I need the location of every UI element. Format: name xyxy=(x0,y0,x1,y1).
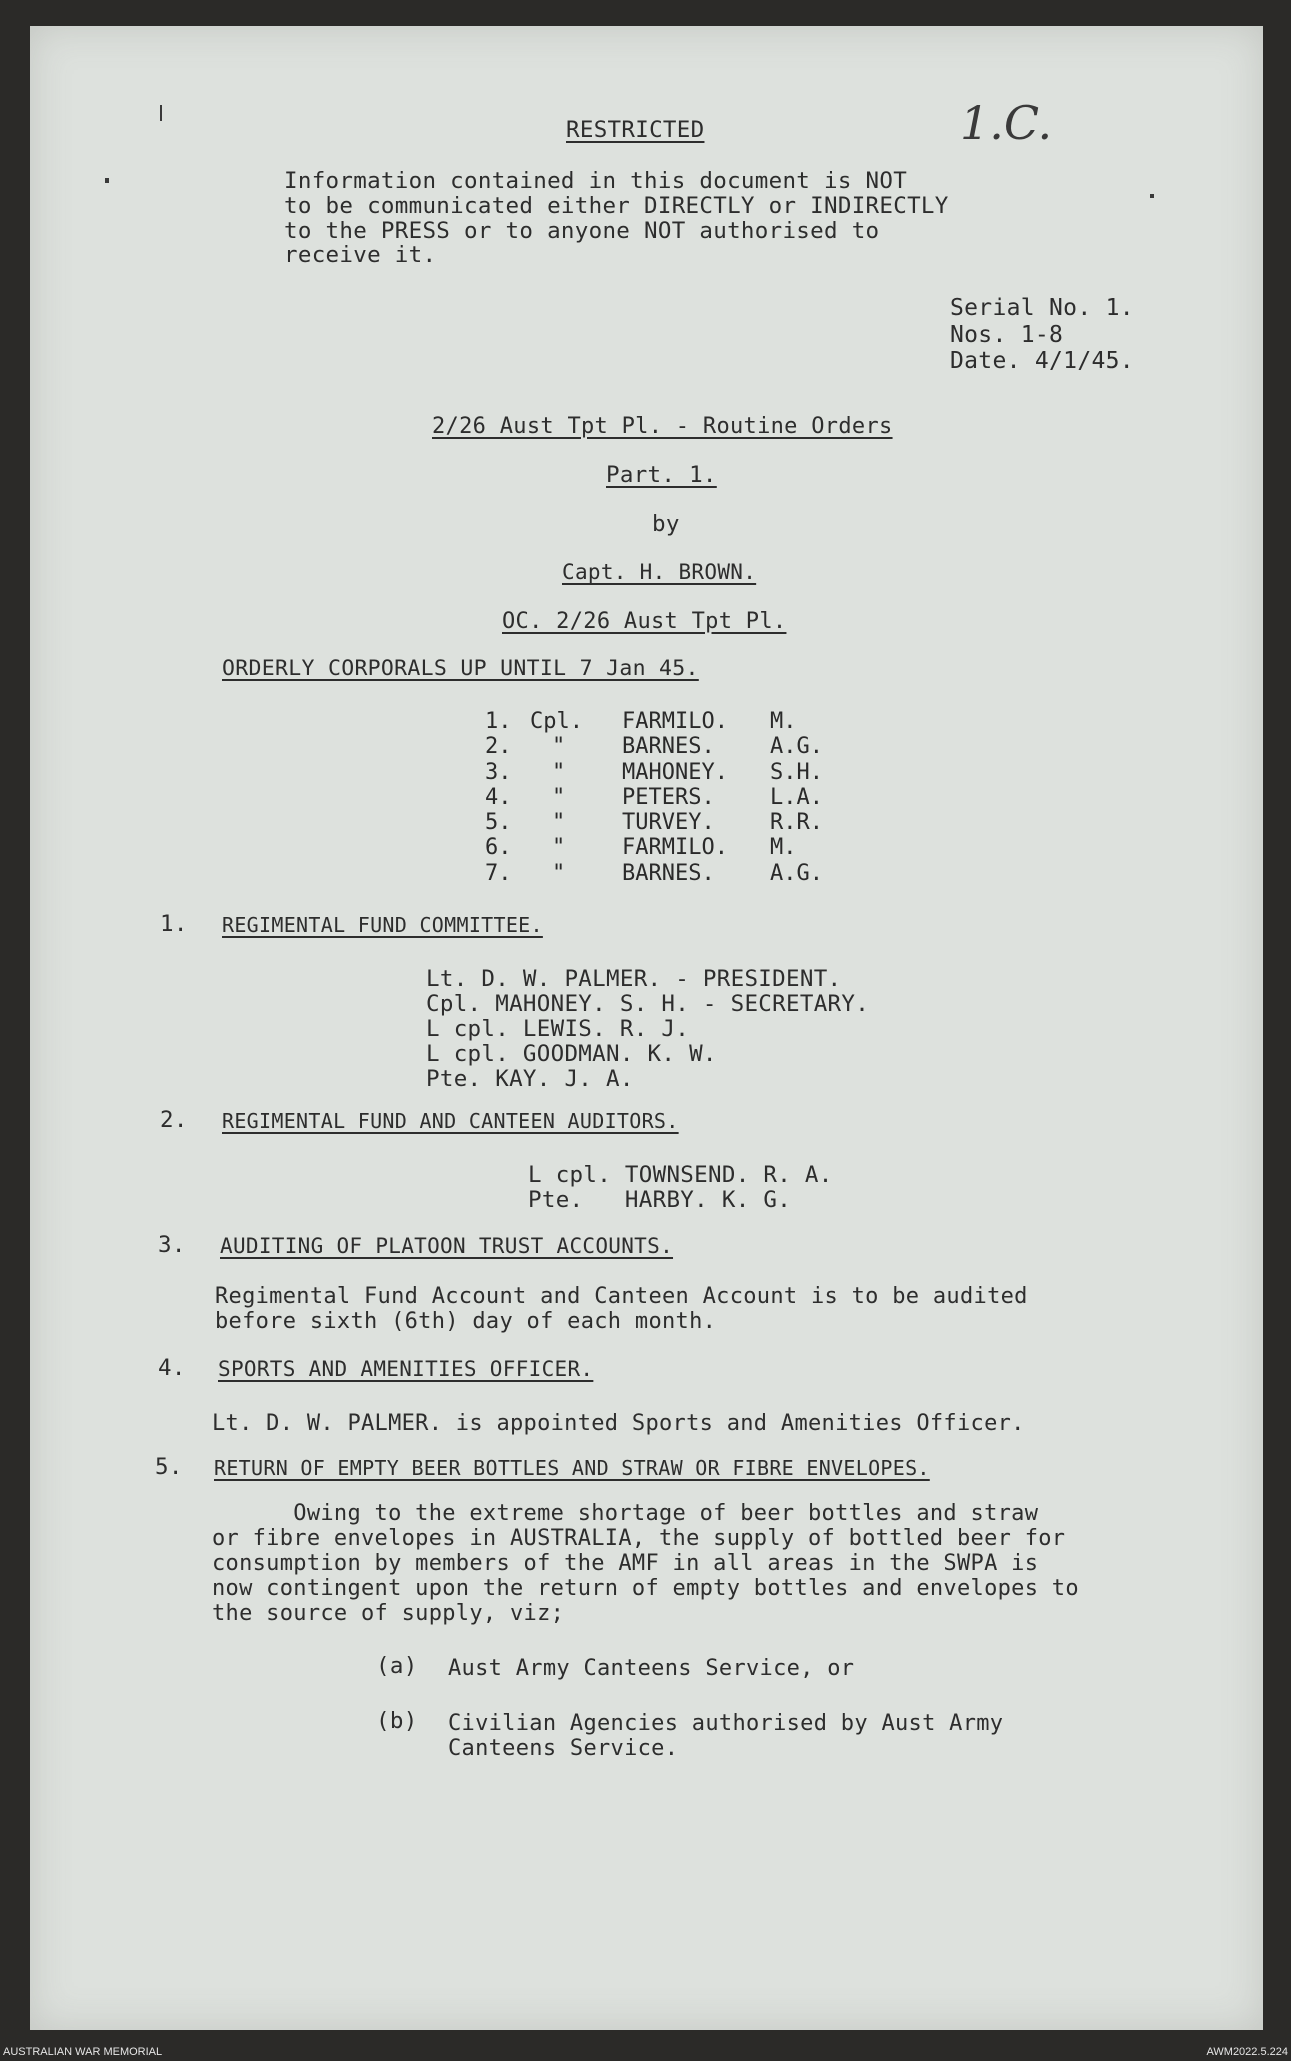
body-line: consumption by members of the AMF in all areas in the SWPA is xyxy=(212,1551,1039,1576)
auditor-line: Pte. HARBY. K. G. xyxy=(528,1187,792,1213)
notice-line: to be communicated either DIRECTLY or INDIRECTLY xyxy=(284,193,949,219)
roster-rank: " xyxy=(552,810,566,836)
committee-line: L cpl. LEWIS. R. J. xyxy=(426,1016,690,1042)
roster-num: 6. xyxy=(485,835,512,861)
footer-archive-name: AUSTRALIAN WAR MEMORIAL xyxy=(3,2046,163,2058)
oc-line: OC. 2/26 Aust Tpt Pl. xyxy=(502,609,787,634)
roster-initial: M. xyxy=(770,709,797,734)
section-heading: REGIMENTAL FUND COMMITTEE. xyxy=(222,913,543,937)
roster-num: 3. xyxy=(485,759,512,785)
list-item-text: Civilian Agencies authorised by Aust Army xyxy=(448,1711,1004,1736)
body-line: Owing to the extreme shortage of beer bottles and straw xyxy=(212,1501,1039,1526)
roster-rank: " xyxy=(552,734,566,760)
body-line: now contingent upon the return of empty bottles and envelopes to xyxy=(212,1576,1079,1601)
notice-line: receive it. xyxy=(284,242,437,268)
section-number: 1. xyxy=(160,911,188,937)
punch-mark xyxy=(160,105,162,121)
roster-num: 1. xyxy=(485,709,512,734)
orderly-heading: ORDERLY CORPORALS UP UNTIL 7 Jan 45. xyxy=(222,656,699,681)
roster-name: BARNES. xyxy=(622,734,715,760)
section-heading: REGIMENTAL FUND AND CANTEEN AUDITORS. xyxy=(222,1109,679,1133)
handwritten-reference: 1.C. xyxy=(960,96,1053,150)
roster-num: 4. xyxy=(485,784,512,810)
roster-initial: R.R. xyxy=(770,810,823,836)
roster-num: 2. xyxy=(485,734,512,760)
punch-mark xyxy=(1150,194,1154,198)
list-label: (b) xyxy=(376,1708,418,1734)
list-label: (a) xyxy=(376,1653,418,1679)
by-text: by xyxy=(652,511,680,537)
section-heading: AUDITING OF PLATOON TRUST ACCOUNTS. xyxy=(220,1234,674,1258)
serial-date: Date. 4/1/45. xyxy=(950,348,1134,374)
roster-ranks xyxy=(530,709,583,886)
roster-num: 5. xyxy=(485,810,512,836)
roster-name: PETERS. xyxy=(622,784,715,810)
section-number: 4. xyxy=(158,1355,186,1381)
roster-name: BARNES. xyxy=(622,860,715,886)
roster-rank: " xyxy=(552,759,566,785)
body-line: or fibre envelopes in AUSTRALIA, the supply of bottled beer for xyxy=(212,1526,1066,1551)
notice-line: to the PRESS or to anyone NOT authorised to xyxy=(284,218,880,244)
roster-rank: " xyxy=(552,835,566,861)
body-line: the source of supply, viz; xyxy=(212,1601,565,1626)
officer-name: Capt. H. BROWN. xyxy=(562,560,757,584)
serial-nos: Nos. 1-8 xyxy=(950,322,1064,348)
section-number: 5. xyxy=(155,1454,183,1480)
committee-line: Cpl. MAHONEY. S. H. - SECRETARY. xyxy=(426,991,870,1017)
roster-initial: S.H. xyxy=(770,759,823,785)
roster-name: FARMILO. xyxy=(622,835,728,861)
roster-rank: " xyxy=(552,784,566,810)
roster-initial: M. xyxy=(770,835,797,861)
roster-rank: Cpl. xyxy=(530,709,583,734)
committee-line: Pte. KAY. J. A. xyxy=(426,1066,634,1092)
section-heading: RETURN OF EMPTY BEER BOTTLES AND STRAW OR FIBRE ENVELOPES. xyxy=(214,1456,930,1480)
roster-name: TURVEY. xyxy=(622,810,715,836)
punch-mark xyxy=(105,178,109,183)
auditor-line: L cpl. TOWNSEND. R. A. xyxy=(528,1162,833,1188)
committee-line: L cpl. GOODMAN. K. W. xyxy=(426,1041,717,1067)
section-heading: SPORTS AND AMENITIES OFFICER. xyxy=(218,1357,594,1381)
roster-rank: " xyxy=(552,860,566,886)
body-line: before sixth (6th) day of each month. xyxy=(215,1309,717,1334)
footer-accession-number: AWM2022.5.224 xyxy=(1206,2046,1288,2058)
roster-initial: L.A. xyxy=(770,784,823,810)
classification-heading: RESTRICTED xyxy=(566,117,705,143)
body-line: Regimental Fund Account and Canteen Account is to be audited xyxy=(215,1284,1028,1309)
section-number: 2. xyxy=(160,1107,188,1133)
roster-initial: A.G. xyxy=(770,734,823,760)
roster-name: MAHONEY. xyxy=(622,759,728,785)
roster-name: FARMILO. xyxy=(622,709,728,734)
committee-line: Lt. D. W. PALMER. - PRESIDENT. xyxy=(426,966,842,992)
section-number: 3. xyxy=(158,1232,186,1258)
serial-number: Serial No. 1. xyxy=(950,295,1134,321)
list-item-text: Aust Army Canteens Service, or xyxy=(448,1656,855,1681)
roster-numbers xyxy=(485,709,512,886)
roster-initials xyxy=(770,709,823,886)
body-line: Lt. D. W. PALMER. is appointed Sports and Amenities Officer. xyxy=(212,1411,1025,1436)
list-item-text: Canteens Service. xyxy=(448,1736,679,1761)
roster-names xyxy=(622,709,728,886)
roster-num: 7. xyxy=(485,860,512,886)
part-heading: Part. 1. xyxy=(606,462,717,488)
roster-initial: A.G. xyxy=(770,860,823,886)
notice-line: Information contained in this document is NOT xyxy=(284,168,908,194)
document-title: 2/26 Aust Tpt Pl. - Routine Orders xyxy=(432,414,893,439)
document-page xyxy=(30,26,1263,2030)
